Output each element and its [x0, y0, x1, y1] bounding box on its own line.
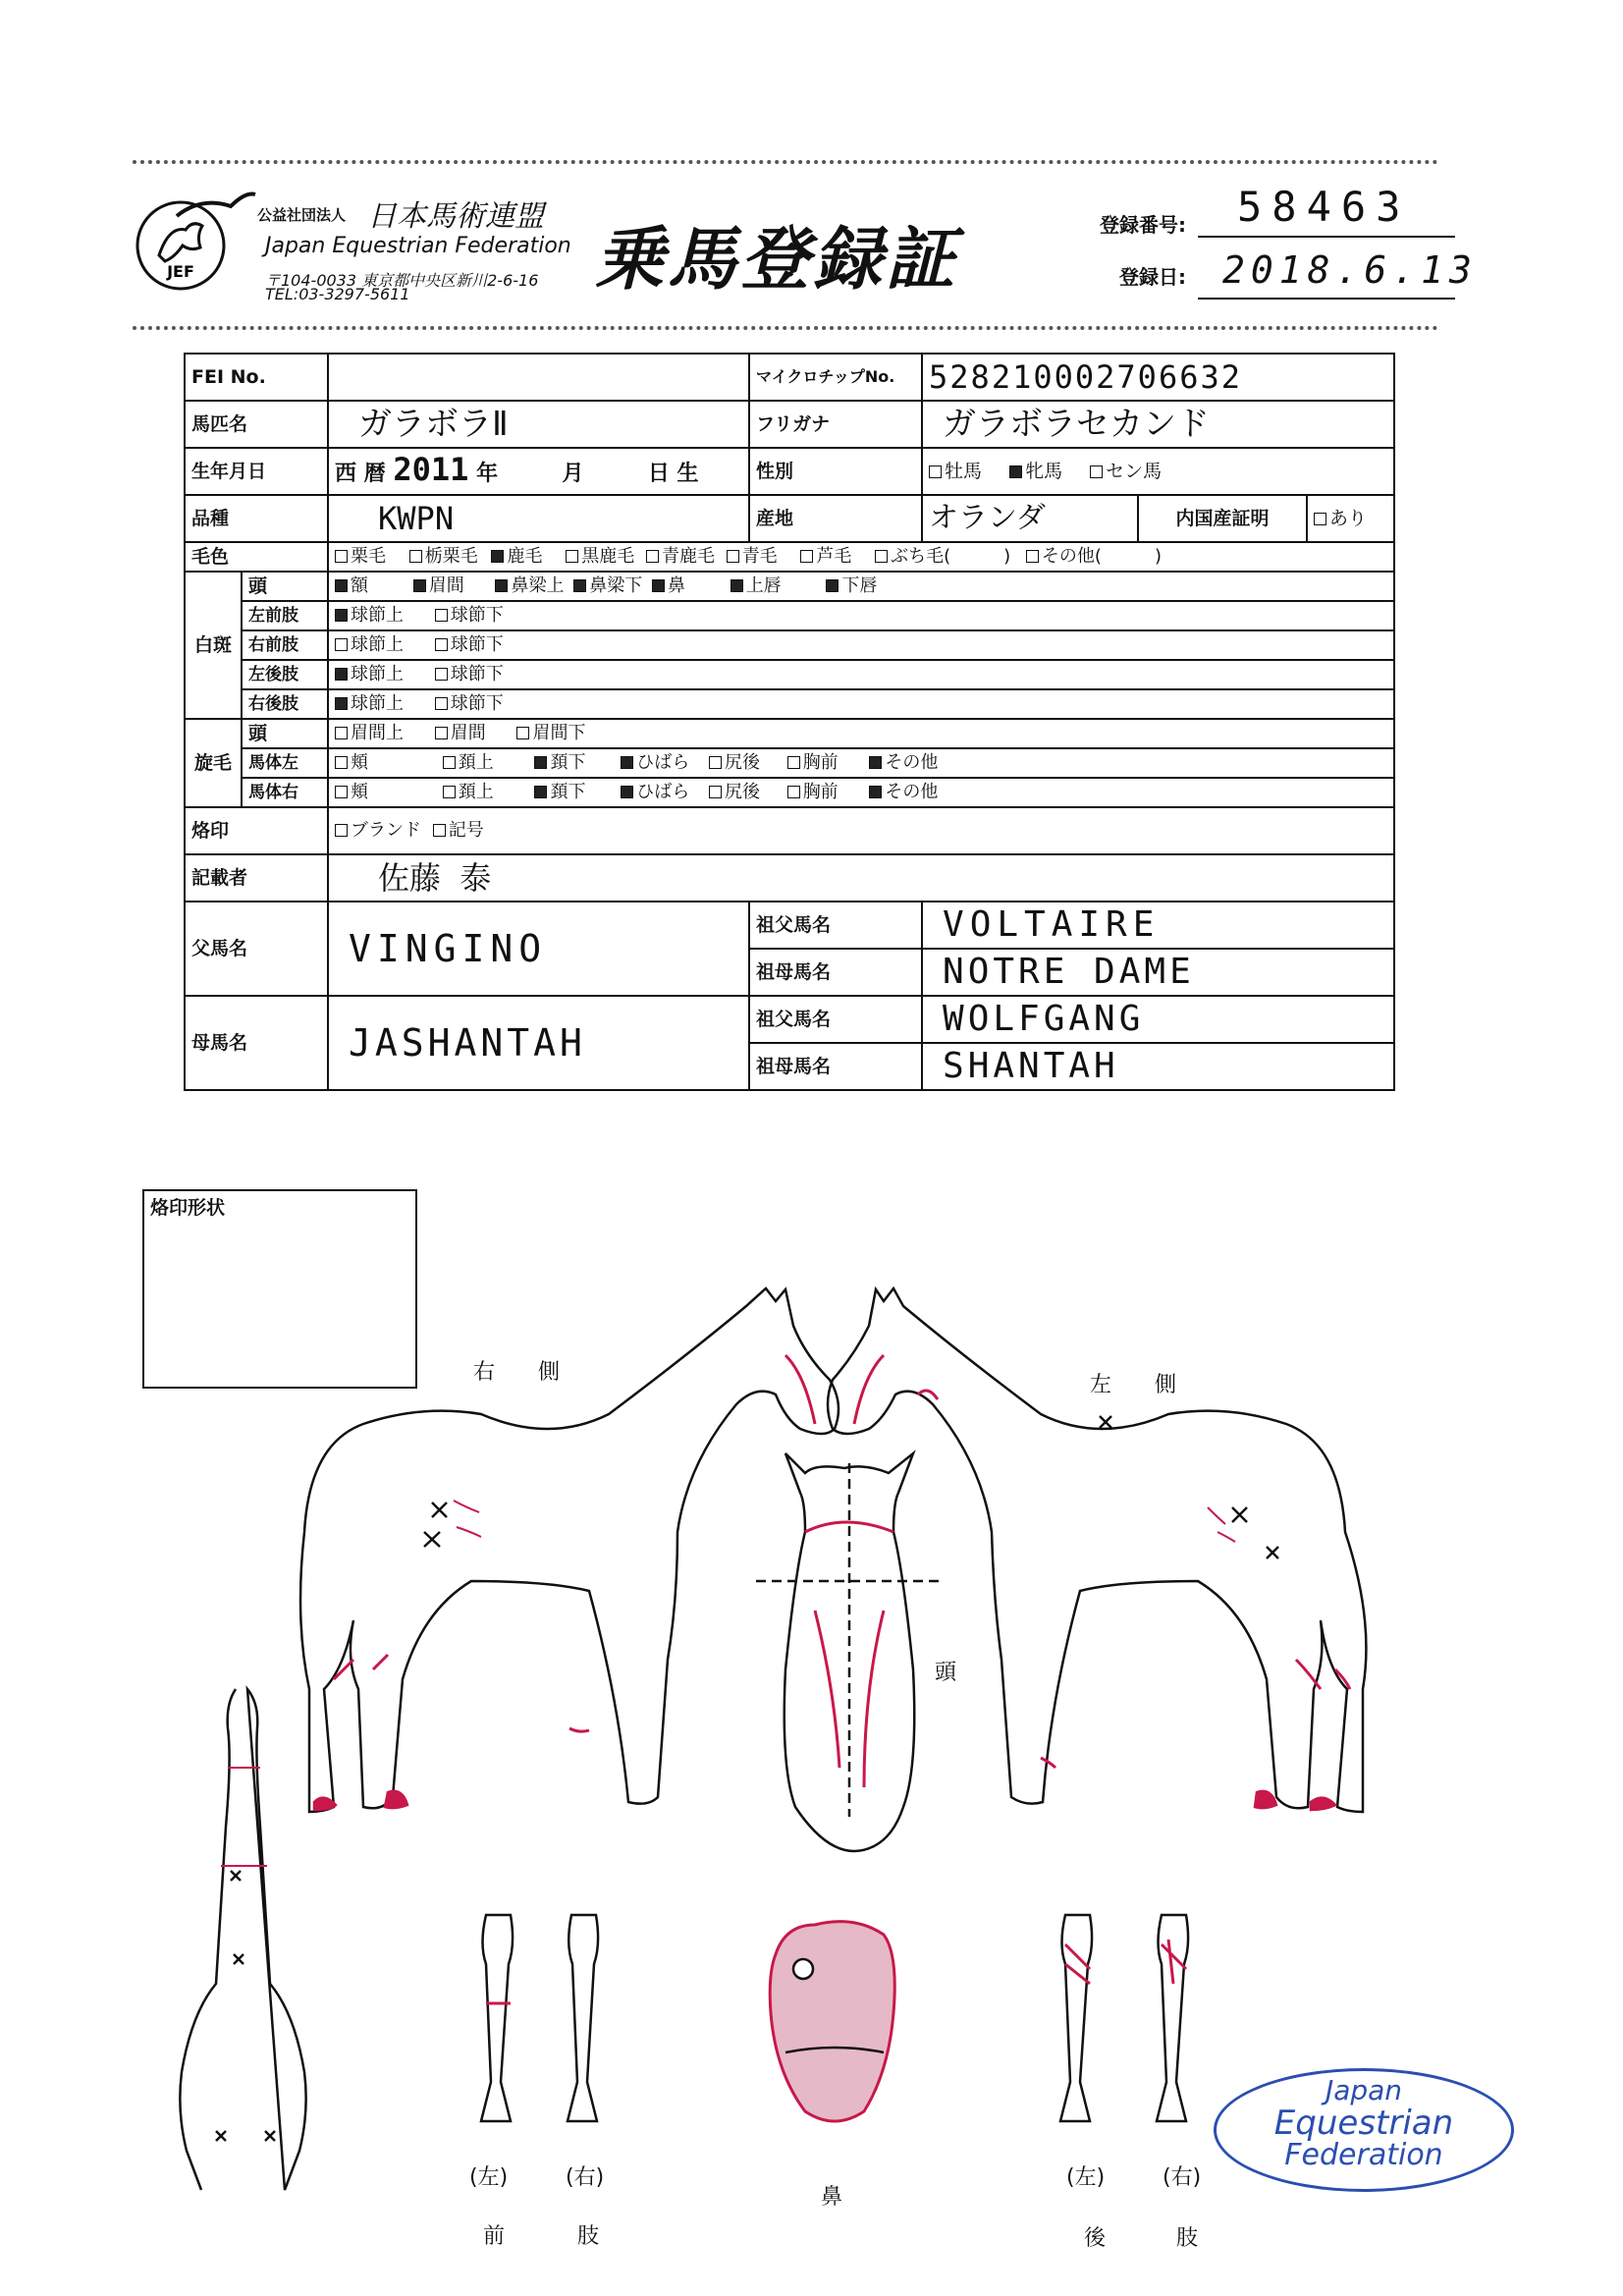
- coat-option[interactable]: その他( ): [1026, 544, 1162, 570]
- sire-gs-label: 祖父馬名: [749, 902, 922, 949]
- brand-shape-label: 烙印形状: [150, 1197, 226, 1219]
- markings-rf-label: 右前肢: [242, 630, 328, 660]
- mark-option-checked[interactable]: 額: [335, 574, 368, 599]
- whorl-option[interactable]: 胸前: [787, 750, 839, 776]
- birth-month: 月: [562, 461, 584, 486]
- hind-right-label: (右): [1163, 2165, 1202, 2190]
- org-name-en: Japan Equestrian Federation: [265, 234, 571, 258]
- dam-gs-value: WOLFGANG: [922, 996, 1394, 1043]
- fore-left-label: (左): [469, 2165, 509, 2190]
- coat-option[interactable]: 青毛: [727, 544, 778, 570]
- stamp-line-1: Japan: [1325, 2074, 1403, 2106]
- mark-option[interactable]: 球節下: [435, 662, 504, 687]
- horse-top-view-figure: [180, 1689, 305, 2190]
- dam-gd-label: 祖母馬名: [749, 1043, 922, 1090]
- whorl-body-left-label: 馬体左: [242, 748, 328, 778]
- nose-figure: [770, 1922, 894, 2121]
- dam-gs-label: 祖父馬名: [749, 996, 922, 1043]
- brand-option[interactable]: 記号: [433, 818, 484, 844]
- coat-option[interactable]: 黒鹿毛: [566, 544, 634, 570]
- hind-label-1: 後: [1084, 2226, 1107, 2251]
- mark-option[interactable]: 球節下: [435, 691, 504, 717]
- brand-label: 烙印: [185, 807, 328, 854]
- reg-no-value: 58463: [1237, 183, 1411, 231]
- mark-option[interactable]: 球節上: [335, 632, 404, 658]
- org-prefix: 公益社団法人: [257, 206, 347, 224]
- whorl-option[interactable]: 眉間上: [335, 721, 404, 746]
- mark-option[interactable]: 下唇: [826, 574, 877, 599]
- whorl-option[interactable]: 頬: [335, 750, 368, 776]
- stamp-line-2: Equestrian: [1273, 2104, 1454, 2143]
- origin-label: 産地: [749, 495, 922, 542]
- breed-label: 品種: [185, 495, 328, 542]
- mark-option[interactable]: 球節下: [435, 603, 504, 629]
- birth-label: 生年月日: [185, 448, 328, 495]
- mark-option-checked[interactable]: 球節上: [335, 691, 404, 717]
- org-tel: TEL:03-3297-5611: [265, 285, 410, 303]
- fei-label: FEI No.: [185, 354, 328, 401]
- whorl-option-checked[interactable]: 頚下: [534, 750, 585, 776]
- sire-gs-value: VOLTAIRE: [922, 902, 1394, 949]
- coat-option[interactable]: 青鹿毛: [646, 544, 715, 570]
- hind-legs-figure: [1060, 1915, 1188, 2121]
- whorl-option[interactable]: 胸前: [787, 780, 839, 805]
- fore-label-2: 肢: [577, 2224, 600, 2249]
- mark-option-checked[interactable]: 球節上: [335, 662, 404, 687]
- whorl-head-label: 頭: [242, 719, 328, 748]
- logo-text: JEF: [167, 262, 194, 281]
- reg-no-label: 登録番号:: [1100, 213, 1186, 237]
- nose-label: 鼻: [821, 2185, 843, 2210]
- markings-head-label: 頭: [242, 572, 328, 601]
- whorl-option[interactable]: 眉間: [435, 721, 486, 746]
- sex-option-stallion[interactable]: 牡馬: [929, 459, 982, 484]
- fore-label-1: 前: [483, 2224, 506, 2249]
- stamp-line-3: Federation: [1284, 2138, 1443, 2172]
- sire-gd-value: NOTRE DAME: [922, 949, 1394, 996]
- whorl-body-right-label: 馬体右: [242, 778, 328, 807]
- name-value: ガラボラⅡ: [328, 401, 749, 448]
- whorl-option[interactable]: 尻後: [709, 780, 760, 805]
- left-side-label: 左 側: [1090, 1373, 1177, 1397]
- coat-option[interactable]: 芦毛: [800, 544, 851, 570]
- whorl-option[interactable]: 頚上: [443, 780, 494, 805]
- org-address: 〒104-0033 東京都中央区新川2-6-16: [265, 271, 539, 290]
- horse-right-side-figure: [300, 1288, 839, 1812]
- markings-label: 白斑: [185, 572, 242, 719]
- sex-option-mare[interactable]: 牝馬: [1009, 459, 1062, 484]
- horse-left-side-figure: [828, 1288, 1366, 1812]
- right-side-label: 右 側: [473, 1360, 561, 1385]
- birth-era: 西 暦: [335, 461, 386, 486]
- fore-right-label: (右): [566, 2165, 605, 2190]
- whorl-label: 旋毛: [185, 719, 242, 807]
- breed-value: KWPN: [328, 495, 749, 542]
- dam-value: JASHANTAH: [328, 996, 749, 1090]
- birth-nen: 年: [476, 461, 499, 486]
- mark-option[interactable]: 鼻: [652, 574, 685, 599]
- horse-head-front-figure: [756, 1453, 943, 1851]
- furigana-label: フリガナ: [749, 401, 922, 448]
- coat-option[interactable]: 栃栗毛: [409, 544, 478, 570]
- coat-option[interactable]: 栗毛: [335, 544, 386, 570]
- recorder-value: 佐藤 泰: [328, 854, 1394, 902]
- whorl-option[interactable]: 頬: [335, 780, 368, 805]
- recorder-label: 記載者: [185, 854, 328, 902]
- name-label: 馬匹名: [185, 401, 328, 448]
- mark-option[interactable]: 鼻梁上: [495, 574, 564, 599]
- sire-label: 父馬名: [185, 902, 328, 996]
- sire-gd-label: 祖母馬名: [749, 949, 922, 996]
- coat-option-checked[interactable]: 鹿毛: [491, 544, 542, 570]
- chip-label: マイクロチップNo.: [749, 354, 922, 401]
- whorl-option-checked[interactable]: その他: [869, 750, 938, 776]
- sire-value: VINGINO: [328, 902, 749, 996]
- markings-lf-label: 左前肢: [242, 601, 328, 630]
- document-title: 乗馬登録証: [595, 219, 958, 300]
- whorl-option[interactable]: 眉間下: [516, 721, 585, 746]
- domestic-label: 内国産証明: [1138, 495, 1307, 542]
- whorl-option[interactable]: 尻後: [709, 750, 760, 776]
- jef-stamp: [1214, 2068, 1514, 2192]
- birth-day: 日: [647, 461, 670, 486]
- reg-date-value: 2018.6.13: [1222, 248, 1478, 292]
- whorl-option[interactable]: 頚上: [443, 750, 494, 776]
- markings-rh-label: 右後肢: [242, 689, 328, 719]
- sex-label: 性別: [749, 448, 922, 495]
- hind-label-2: 肢: [1176, 2226, 1199, 2251]
- sex-option-gelding[interactable]: セン馬: [1090, 459, 1162, 484]
- brand-option[interactable]: ブランド: [335, 818, 421, 844]
- birth-year: 2011: [393, 450, 469, 488]
- head-label: 頭: [935, 1661, 957, 1685]
- whorl-option-checked[interactable]: ひばら: [621, 780, 689, 805]
- origin-value: オランダ: [922, 495, 1138, 542]
- chip-value: 528210002706632: [922, 354, 1394, 401]
- mark-option[interactable]: 上唇: [730, 574, 782, 599]
- domestic-option[interactable]: あり: [1307, 495, 1394, 542]
- hind-left-label: (左): [1066, 2165, 1106, 2190]
- markings-lh-label: 左後肢: [242, 660, 328, 689]
- reg-date-label: 登録日:: [1119, 265, 1186, 289]
- org-name-ja: 日本馬術連盟: [367, 199, 544, 234]
- mark-option-checked[interactable]: 球節上: [335, 603, 404, 629]
- mark-option[interactable]: 球節下: [435, 632, 504, 658]
- coat-option[interactable]: ぶち毛( ): [875, 544, 1010, 570]
- mark-option[interactable]: 鼻梁下: [573, 574, 642, 599]
- dam-label: 母馬名: [185, 996, 328, 1090]
- dam-gd-value: SHANTAH: [922, 1043, 1394, 1090]
- furigana-value: ガラボラセカンド: [922, 401, 1394, 448]
- whorl-option-checked[interactable]: ひばら: [621, 750, 689, 776]
- birth-sei: 生: [676, 461, 699, 486]
- whorl-option-checked[interactable]: 頚下: [534, 780, 585, 805]
- whorl-option-checked[interactable]: その他: [869, 780, 938, 805]
- coat-label: 毛色: [185, 542, 328, 572]
- fore-legs-figure: [481, 1915, 598, 2121]
- mark-option[interactable]: 眉間: [413, 574, 464, 599]
